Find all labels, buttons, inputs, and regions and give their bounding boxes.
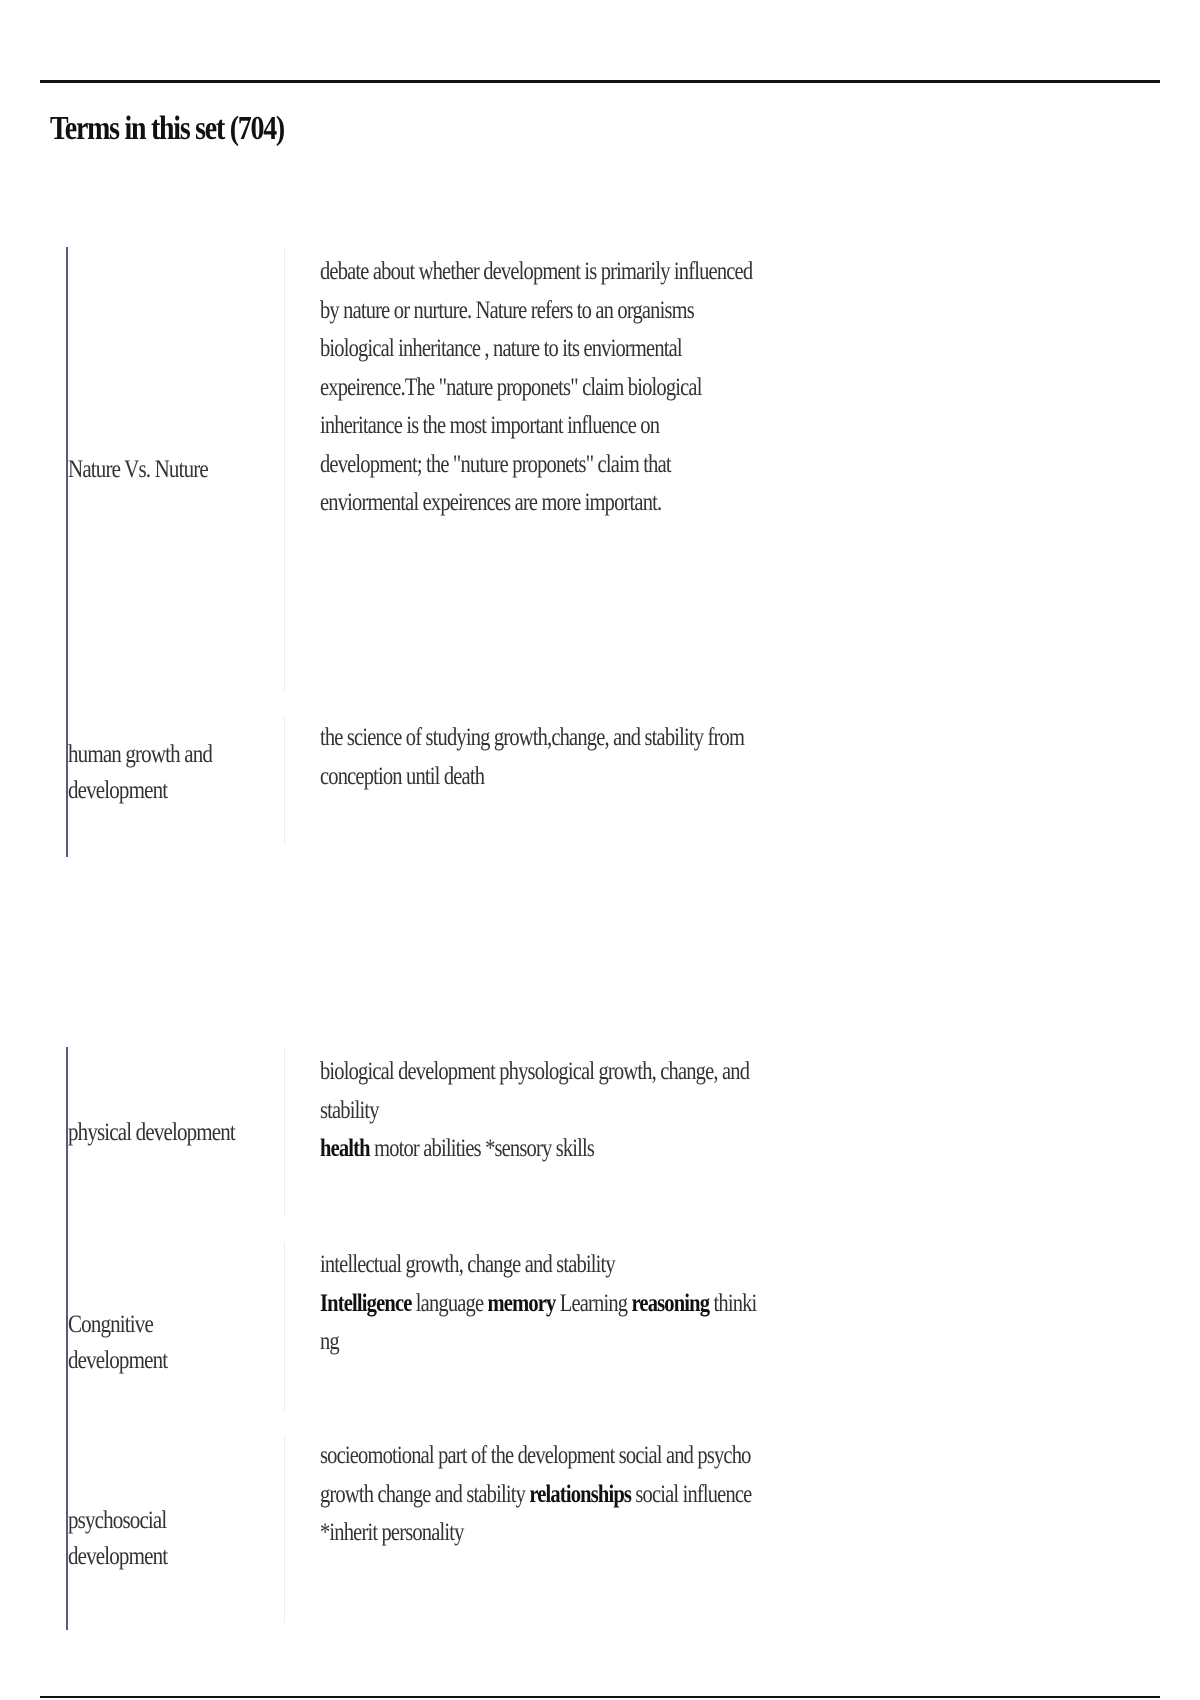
definition-line: *inherit personality [320, 1519, 464, 1546]
definition-keyword: memory [487, 1289, 556, 1317]
definition-line [320, 1130, 730, 1169]
definition-text [320, 1053, 750, 1169]
top-rule [40, 80, 1160, 83]
definition-keyword: reasoning [631, 1289, 710, 1317]
card-divider [284, 1435, 285, 1623]
term-text: physical development [68, 1119, 235, 1146]
definition-line: the science of studying growth,change, and stability from [320, 724, 745, 751]
term-text: Nature Vs. Nuture [68, 456, 208, 483]
definition-line [320, 1285, 757, 1324]
card-divider [284, 1047, 285, 1217]
definition-fragment: growth change and stability [320, 1480, 530, 1508]
definition-text [320, 253, 753, 523]
definition-fragment: thinki [709, 1289, 757, 1317]
card-divider [284, 1242, 285, 1412]
flashcard-row [68, 1047, 768, 1222]
definition-line: ng [320, 1328, 339, 1355]
definition-line: debate about whether development is primarily influenced [320, 258, 753, 285]
definition-line: expeirence.The "nature proponets" claim biological [320, 373, 702, 401]
term-group [66, 247, 768, 857]
definition-line: biological inheritance , nature to its enviormental [320, 335, 682, 362]
term-group [66, 1047, 768, 1630]
definition-line: development; the "nuture proponets" claim that [320, 450, 671, 478]
definition-text [320, 1246, 757, 1362]
definition-line: stability [320, 1096, 379, 1124]
definition-text [320, 1437, 752, 1553]
flashcard-row [68, 1242, 768, 1417]
terms-heading: Terms in this set (704) [50, 110, 284, 147]
definition-fragment: Learning [555, 1289, 632, 1317]
definition-keyword: relationships [529, 1480, 632, 1508]
definition-keyword: health [320, 1135, 370, 1162]
definition-line: socieomotional part of the development social and psycho [320, 1442, 751, 1469]
term-text: human growth and development [68, 741, 213, 804]
card-divider [284, 247, 285, 692]
definition-line: intellectual growth, change and stability [320, 1251, 615, 1278]
definition-line: enviormental expeirences are more important. [320, 489, 662, 516]
definition-line [320, 1476, 752, 1515]
term-text: psychosocial development [68, 1507, 168, 1570]
flashcard-row [68, 1435, 768, 1630]
definition-line: by nature or nurture. Nature refers to an organisms [320, 296, 694, 324]
bottom-rule [40, 1696, 1160, 1698]
card-divider [284, 717, 285, 845]
term-text: Congnitive development [68, 1311, 168, 1374]
definition-fragment: language [411, 1289, 488, 1317]
definition-line: conception until death [320, 762, 485, 790]
flashcard-row [68, 247, 768, 697]
definition-text [320, 719, 745, 796]
definition-keyword: Intelligence [320, 1289, 412, 1317]
definition-line: inheritance is the most important influence on [320, 412, 660, 439]
definition-fragment: motor abilities *sensory skills [369, 1135, 595, 1162]
definition-fragment: social influence [631, 1480, 752, 1508]
flashcard-row [68, 717, 768, 857]
definition-line: biological development physological growth, change, and [320, 1058, 750, 1085]
